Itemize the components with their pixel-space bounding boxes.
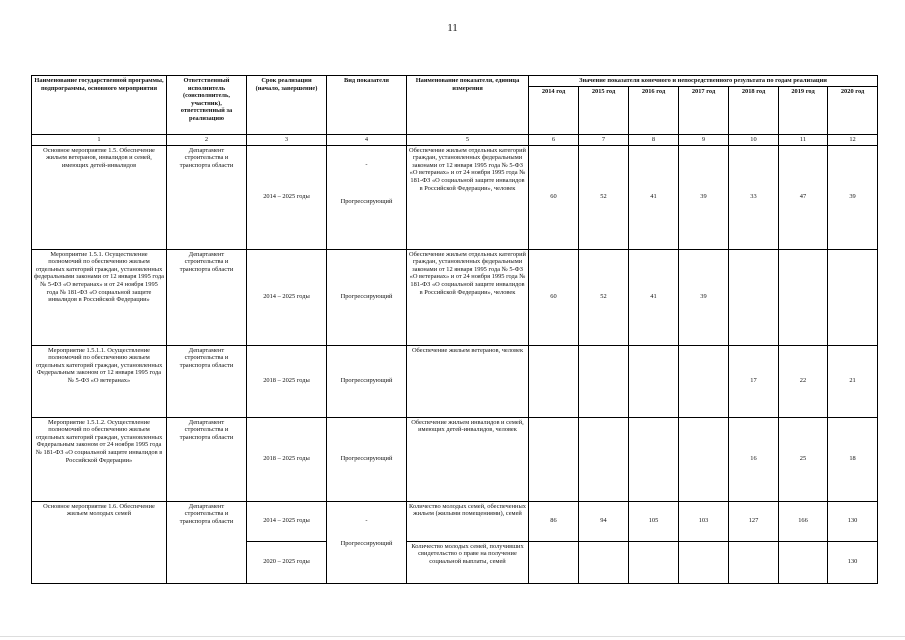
value-cell: 39 (828, 145, 878, 249)
value-cell: 41 (629, 145, 679, 249)
indicator-name: Обеспечение жильем инвалидов и семей, имеющих детей-инвалидов, человек (407, 417, 529, 501)
value-cell: 127 (729, 501, 779, 541)
executor: Департамент строительства и транспорта области (167, 345, 247, 417)
period: 2014 – 2025 годы (247, 145, 327, 249)
value-cell: 18 (828, 417, 878, 501)
executor: Департамент строительства и транспорта области (167, 145, 247, 249)
indicator-name: Количество молодых семей, обеспеченных жильем (жилыми помещениями), семей (407, 501, 529, 541)
value-cell: 130 (828, 501, 878, 541)
value-cell (828, 249, 878, 345)
column-number: 6 (529, 135, 579, 146)
indicator-name: Обеспечение жильем ветеранов, человек (407, 345, 529, 417)
activity-name: Мероприятие 1.5.1.2. Осуществление полномочий по обеспечению жильем отдельных категорий граждан, установленных Федеральным законом от 24 ноября 1995 года № 181-ФЗ «О социальной защите инвалидов в Российской Федерации» (32, 417, 167, 501)
indicator-type: Прогрессирующий (327, 345, 407, 417)
year-header: 2020 год (828, 86, 878, 134)
activity-name: Мероприятие 1.5.1. Осуществление полномочий по обеспечению жильем отдельных категорий граждан, установленных федеральными законами от 12 января 1995 года № 5-ФЗ «О ветеранах» и от 24 ноября 1995 года № 181-ФЗ «О социальной защите инвалидов в Российской Федерации» (32, 249, 167, 345)
indicator-name: Обеспечение жильем отдельных категорий граждан, установленных федеральными законами от 12 января 1995 года № 5-ФЗ «О ветеранах» и от 24 ноября 1995 года № 181-ФЗ «О социальной защите инвалидов в Российской Федерации», человек (407, 145, 529, 249)
column-number: 2 (167, 135, 247, 146)
value-cell: 166 (779, 501, 828, 541)
table-row (32, 501, 878, 541)
value-cell: 16 (729, 417, 779, 501)
indicator-type: Прогрессирующий (327, 417, 407, 501)
year-header: 2017 год (679, 86, 729, 134)
scan-artifact (0, 636, 905, 637)
column-number: 10 (729, 135, 779, 146)
header-type: Вид показателя (327, 76, 407, 135)
value-cell (579, 417, 629, 501)
column-number: 11 (779, 135, 828, 146)
executor: Департамент строительства и транспорта области (167, 501, 247, 583)
page-number: 11 (447, 22, 458, 34)
value-cell: 47 (779, 145, 828, 249)
type-dash: - (365, 516, 368, 524)
table-row (32, 145, 878, 249)
value-cell (729, 541, 779, 583)
header-executor: Ответственный исполнитель (соисполнитель, участник), ответственный за реализацию (167, 76, 247, 135)
value-cell (679, 345, 729, 417)
value-cell: 86 (529, 501, 579, 541)
value-cell: 33 (729, 145, 779, 249)
value-cell (579, 541, 629, 583)
value-cell: 52 (579, 249, 629, 345)
value-cell: 22 (779, 345, 828, 417)
results-table (31, 75, 878, 584)
column-number: 4 (327, 135, 407, 146)
value-cell (679, 417, 729, 501)
value-cell: 60 (529, 145, 579, 249)
value-cell (629, 417, 679, 501)
value-cell: 130 (828, 541, 878, 583)
value-cell: 41 (629, 249, 679, 345)
indicator-type (327, 501, 407, 583)
table-row (32, 417, 878, 501)
value-cell: 39 (679, 145, 729, 249)
value-cell (779, 249, 828, 345)
activity-name: Основное мероприятие 1.5. Обеспечение жильем ветеранов, инвалидов и семей, имеющих детей-инвалидов (32, 145, 167, 249)
indicator-name: Количество молодых семей, получивших свидетельство о праве на получение социальной выплаты, семей (407, 541, 529, 583)
value-cell: 21 (828, 345, 878, 417)
table-row (32, 249, 878, 345)
value-cell (779, 541, 828, 583)
column-number: 8 (629, 135, 679, 146)
value-cell (629, 541, 679, 583)
type-dash: - (365, 160, 368, 168)
table-row (32, 345, 878, 417)
column-number: 5 (407, 135, 529, 146)
year-header: 2018 год (729, 86, 779, 134)
column-number: 12 (828, 135, 878, 146)
activity-name: Мероприятие 1.5.1.1. Осуществление полномочий по обеспечению жильем отдельных категорий граждан, установленных Федеральным законом от 12 января 1995 года № 5-ФЗ «О ветеранах» (32, 345, 167, 417)
column-number-row (32, 135, 878, 146)
year-header: 2015 год (579, 86, 629, 134)
header-values: Значение показателя конечного и непосредственного результата по годам реализации (529, 76, 878, 87)
header-indicator: Наименование показателя, единица измерения (407, 76, 529, 135)
value-cell (679, 541, 729, 583)
year-header: 2014 год (529, 86, 579, 134)
indicator-type: Прогрессирующий (327, 249, 407, 345)
column-number: 3 (247, 135, 327, 146)
value-cell (529, 417, 579, 501)
header-period: Срок реализации (начало, завершение) (247, 76, 327, 135)
type-label: Прогрессирующий (340, 198, 393, 206)
executor: Департамент строительства и транспорта области (167, 417, 247, 501)
value-cell (629, 345, 679, 417)
value-cell (579, 345, 629, 417)
value-cell: 39 (679, 249, 729, 345)
period: 2014 – 2025 годы (247, 501, 327, 541)
value-cell: 94 (579, 501, 629, 541)
period: 2018 – 2025 годы (247, 417, 327, 501)
value-cell (529, 541, 579, 583)
value-cell: 25 (779, 417, 828, 501)
value-cell: 60 (529, 249, 579, 345)
year-header: 2019 год (779, 86, 828, 134)
activity-name: Основное мероприятие 1.6. Обеспечение жильем молодых семей (32, 501, 167, 583)
period: 2020 – 2025 годы (247, 541, 327, 583)
indicator-type (327, 145, 407, 249)
period: 2014 – 2025 годы (247, 249, 327, 345)
value-cell: 17 (729, 345, 779, 417)
year-header: 2016 год (629, 86, 679, 134)
period: 2018 – 2025 годы (247, 345, 327, 417)
value-cell (529, 345, 579, 417)
column-number: 9 (679, 135, 729, 146)
header-name: Наименование государственной программы, подпрограммы, основного мероприятия (32, 76, 167, 135)
value-cell: 52 (579, 145, 629, 249)
executor: Департамент строительства и транспорта области (167, 249, 247, 345)
value-cell: 105 (629, 501, 679, 541)
header-row (32, 76, 878, 87)
value-cell (729, 249, 779, 345)
indicator-name: Обеспечение жильем отдельных категорий граждан, установленных федеральными законами от 12 января 1995 года № 5-ФЗ «О ветеранах» и от 24 ноября 1995 года № 181-ФЗ «О социальной защите инвалидов в Российской Федерации», человек (407, 249, 529, 345)
column-number: 7 (579, 135, 629, 146)
column-number: 1 (32, 135, 167, 146)
type-label: Прогрессирующий (340, 540, 393, 548)
value-cell: 103 (679, 501, 729, 541)
